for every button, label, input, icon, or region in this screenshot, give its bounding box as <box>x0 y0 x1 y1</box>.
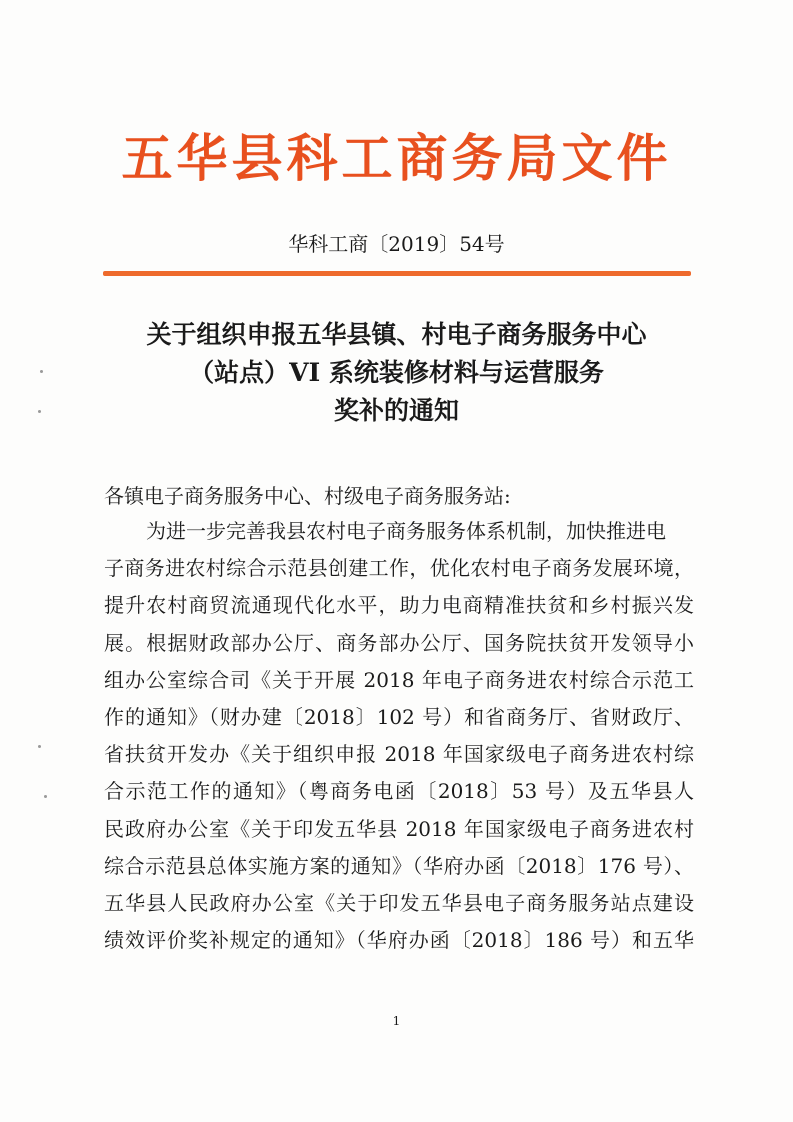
title-line: （站点）VI 系统装修材料与运营服务 <box>189 358 604 387</box>
body-line: 绩效评价奖补规定的通知》（华府办函〔2018〕186 号）和五华 <box>104 928 694 953</box>
title-line: 关于组织申报五华县镇、村电子商务服务中心 <box>146 320 647 349</box>
body-line: 展。根据财政部办公厅、商务部办公厅、国务院扶贫开发领导小 <box>104 630 694 655</box>
body-line: 合示范工作的通知》（粤商务电函〔2018〕53 号）及五华县人 <box>104 779 694 804</box>
scan-speck <box>44 795 47 798</box>
header-divider-rule <box>103 271 691 276</box>
body-line: 五华县人民政府办公室《关于印发五华县电子商务服务站点建设 <box>104 890 694 915</box>
page-number: 1 <box>392 1014 401 1028</box>
body-line: 组办公室综合司《关于开展 2018 年电子商务进农村综合示范工 <box>104 667 694 692</box>
scan-speck <box>38 410 41 413</box>
salutation: 各镇电子商务服务中心、村级电子商务服务站: <box>104 484 511 508</box>
body-line: 子商务进农村综合示范县创建工作，优化农村电子商务发展环境， <box>104 556 694 581</box>
body-line: 民政府办公室《关于印发五华县 2018 年国家级电子商务进农村 <box>104 816 694 841</box>
body-line: 综合示范县总体实施方案的通知》（华府办函〔2018〕176 号）、 <box>104 853 694 878</box>
body-line: 省扶贫开发办《关于组织申报 2018 年国家级电子商务进农村综 <box>104 742 694 767</box>
body-line: 提升农村商贸流通现代化水平，助力电商精准扶贫和乡村振兴发 <box>104 593 694 618</box>
body-line: 为进一步完善我县农村电子商务服务体系机制，加快推进电 <box>146 519 666 543</box>
title-line: 奖补的通知 <box>333 396 459 425</box>
issuer-header: 五华县科工商务局文件 <box>121 129 672 189</box>
scan-speck <box>38 745 41 748</box>
document-number: 华科工商〔2019〕54号 <box>288 232 505 256</box>
scan-speck <box>40 370 43 373</box>
body-paragraph <box>104 513 694 959</box>
notice-title <box>0 316 793 430</box>
body-line: 作的通知》（财办建〔2018〕102 号）和省商务厅、省财政厅、 <box>104 704 694 729</box>
